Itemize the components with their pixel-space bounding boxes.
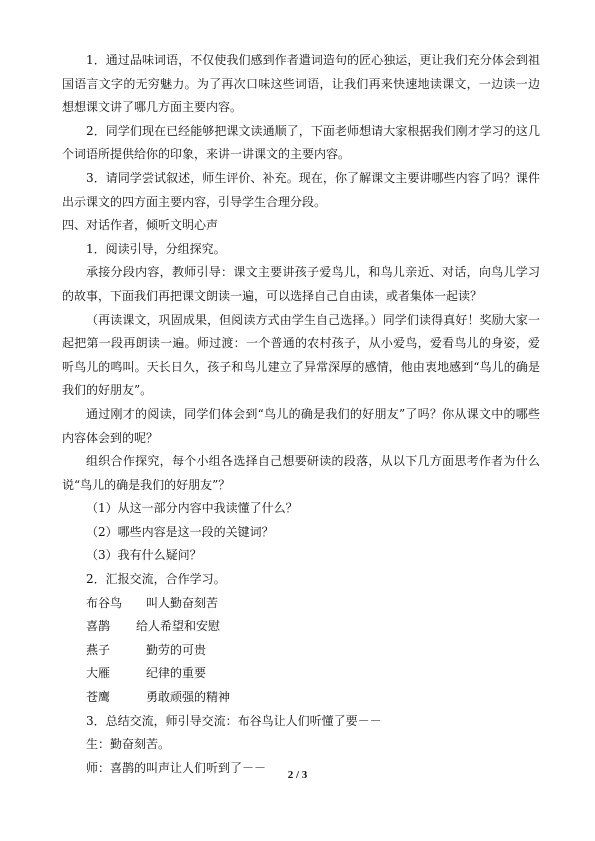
paragraph: 组织合作探究，每个小组各选择自己想要研读的段落，从以下几方面思考作者为什么说“鸟儿的确是我们的好朋友”？ (62, 454, 540, 492)
paragraph: 2．同学们现在已经能够把课文读通顺了，下面老师想请大家根据我们刚才学习的这几个词语所提供给你的印象，来讲一讲课文的主要内容。 (62, 123, 540, 162)
paragraph: 1．通过品味词语，不仅使我们感到作者遣词造句的匠心独运，更让我们充分体会到祖国语言文字的无穷魅力。为了再次口味这些词语，让我们再来快速地读课文，一边读一边想想课文讲了哪几方面主要内容。 (62, 53, 540, 115)
question-item: （1）从这一部分内容中我读懂了什么？ (86, 501, 298, 516)
bird-row (62, 662, 540, 686)
bird-name: 大雁 (86, 666, 111, 681)
bird-meaning: 纪律的重要 (146, 666, 207, 681)
bird-row (62, 639, 540, 663)
bird-name: 燕子 (86, 642, 111, 657)
bird-meaning: 勇敢顽强的精神 (146, 690, 231, 705)
bird-meaning: 叫人勤奋刻苦 (146, 595, 219, 610)
bird-name: 苍鹰 (86, 690, 111, 705)
question-item: （2）哪些内容是这一段的关键词？ (86, 524, 274, 539)
paragraph: 承接分段内容，教师引导：课文主要讲孩子爱鸟儿，和鸟儿亲近、对话，向鸟儿学习的故事，下面我们再把课文朗读一遍，可以选择自己自由读，或者集体一起读？ (62, 265, 540, 303)
bird-row (62, 592, 540, 616)
subheading: 1．阅读引导，分组探究。 (86, 241, 226, 256)
bird-row (62, 615, 540, 639)
question-item: （3）我有什么疑问？ (86, 548, 202, 563)
bird-name: 布谷鸟 (86, 595, 123, 610)
paragraph: （再读课文，巩固成果，但阅读方式由学生自己选择。）同学们读得真好！奖励大家一起把第一段再朗读一遍。师过渡：一个普通的农村孩子，从小爱鸟，爱看鸟儿的身姿，爱听鸟儿的鸣叫。天长日久，孩子和鸟儿建立了异常深厚的感情，他由衷地感到“鸟儿的确是我们的好朋友”。 (62, 312, 540, 398)
paragraph: 通过刚才的阅读，同学们体会到“鸟儿的确是我们的好朋友”了吗？你从课文中的哪些内容体会到的呢？ (62, 406, 540, 445)
section-heading: 四、对话作者，倾听文明心声 (62, 218, 219, 233)
bird-meaning: 勤劳的可贵 (146, 642, 207, 657)
subheading: 2．汇报交流，合作学习。 (86, 572, 226, 587)
student-answer: 生：勤奋刻苦。 (86, 737, 171, 752)
paragraph: 3．总结交流，师引导交流：布谷鸟让人们听懂了要－－ (86, 713, 382, 728)
bird-name: 喜鹊 (86, 619, 111, 634)
teacher-prompt: 师：喜鹊的叫声让人们听到了－－ (86, 760, 267, 775)
page-number: 2 / 3 (287, 769, 308, 781)
bird-meaning: 给人希望和安慰 (136, 619, 221, 634)
paragraph: 3．请同学尝试叙述，师生评价、补充。现在，你了解课文主要讲哪些内容了吗？课件出示课文的四方面主要内容，引导学生合理分段。 (62, 170, 540, 209)
bird-row (62, 686, 540, 710)
document-body (62, 49, 540, 780)
